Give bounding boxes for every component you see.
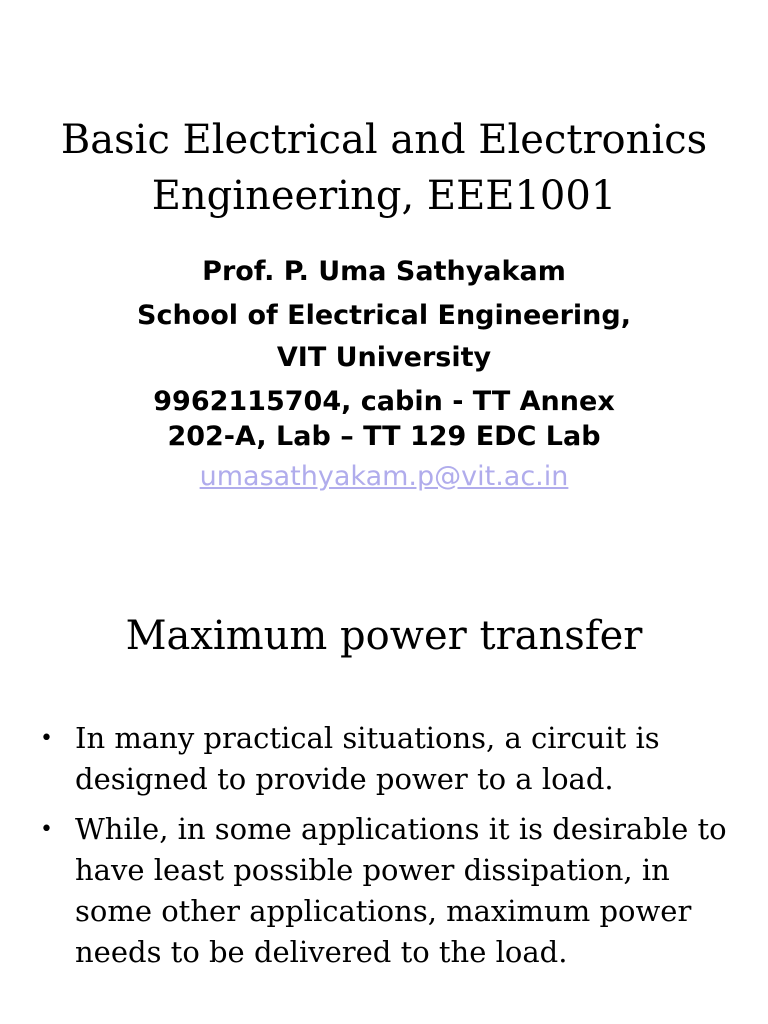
bullet-icon: •: [40, 726, 53, 751]
bullet-text: While, in some applications it is desirable to have least possible power dissipation, in some other applications, maximum power needs to be delivered to the load.: [75, 812, 727, 969]
bullet-list: [40, 718, 730, 982]
bullet-icon: •: [40, 817, 53, 842]
instructor-info: [0, 252, 768, 495]
email-link[interactable]: umasathyakam.p@vit.ac.in: [199, 461, 569, 492]
instructor-name: Prof. P. Uma Sathyakam: [202, 256, 566, 287]
university-name: VIT University: [276, 342, 492, 373]
phone-cabin: 9962115704, cabin - TT Annex: [153, 386, 615, 417]
content-slide: [0, 512, 768, 1024]
course-title-line-1: Basic Electrical and Electronics: [60, 117, 708, 163]
school-name: School of Electrical Engineering,: [137, 300, 631, 331]
list-item: [40, 718, 730, 800]
list-item: [40, 809, 730, 973]
slide-title: Maximum power transfer: [125, 613, 643, 659]
lab-info: 202-A, Lab – TT 129 EDC Lab: [167, 421, 601, 452]
course-title-line-2: Engineering, EEE1001: [151, 173, 617, 219]
course-title: [0, 112, 768, 224]
bullet-text: In many practical situations, a circuit is designed to provide power to a load.: [75, 721, 660, 796]
